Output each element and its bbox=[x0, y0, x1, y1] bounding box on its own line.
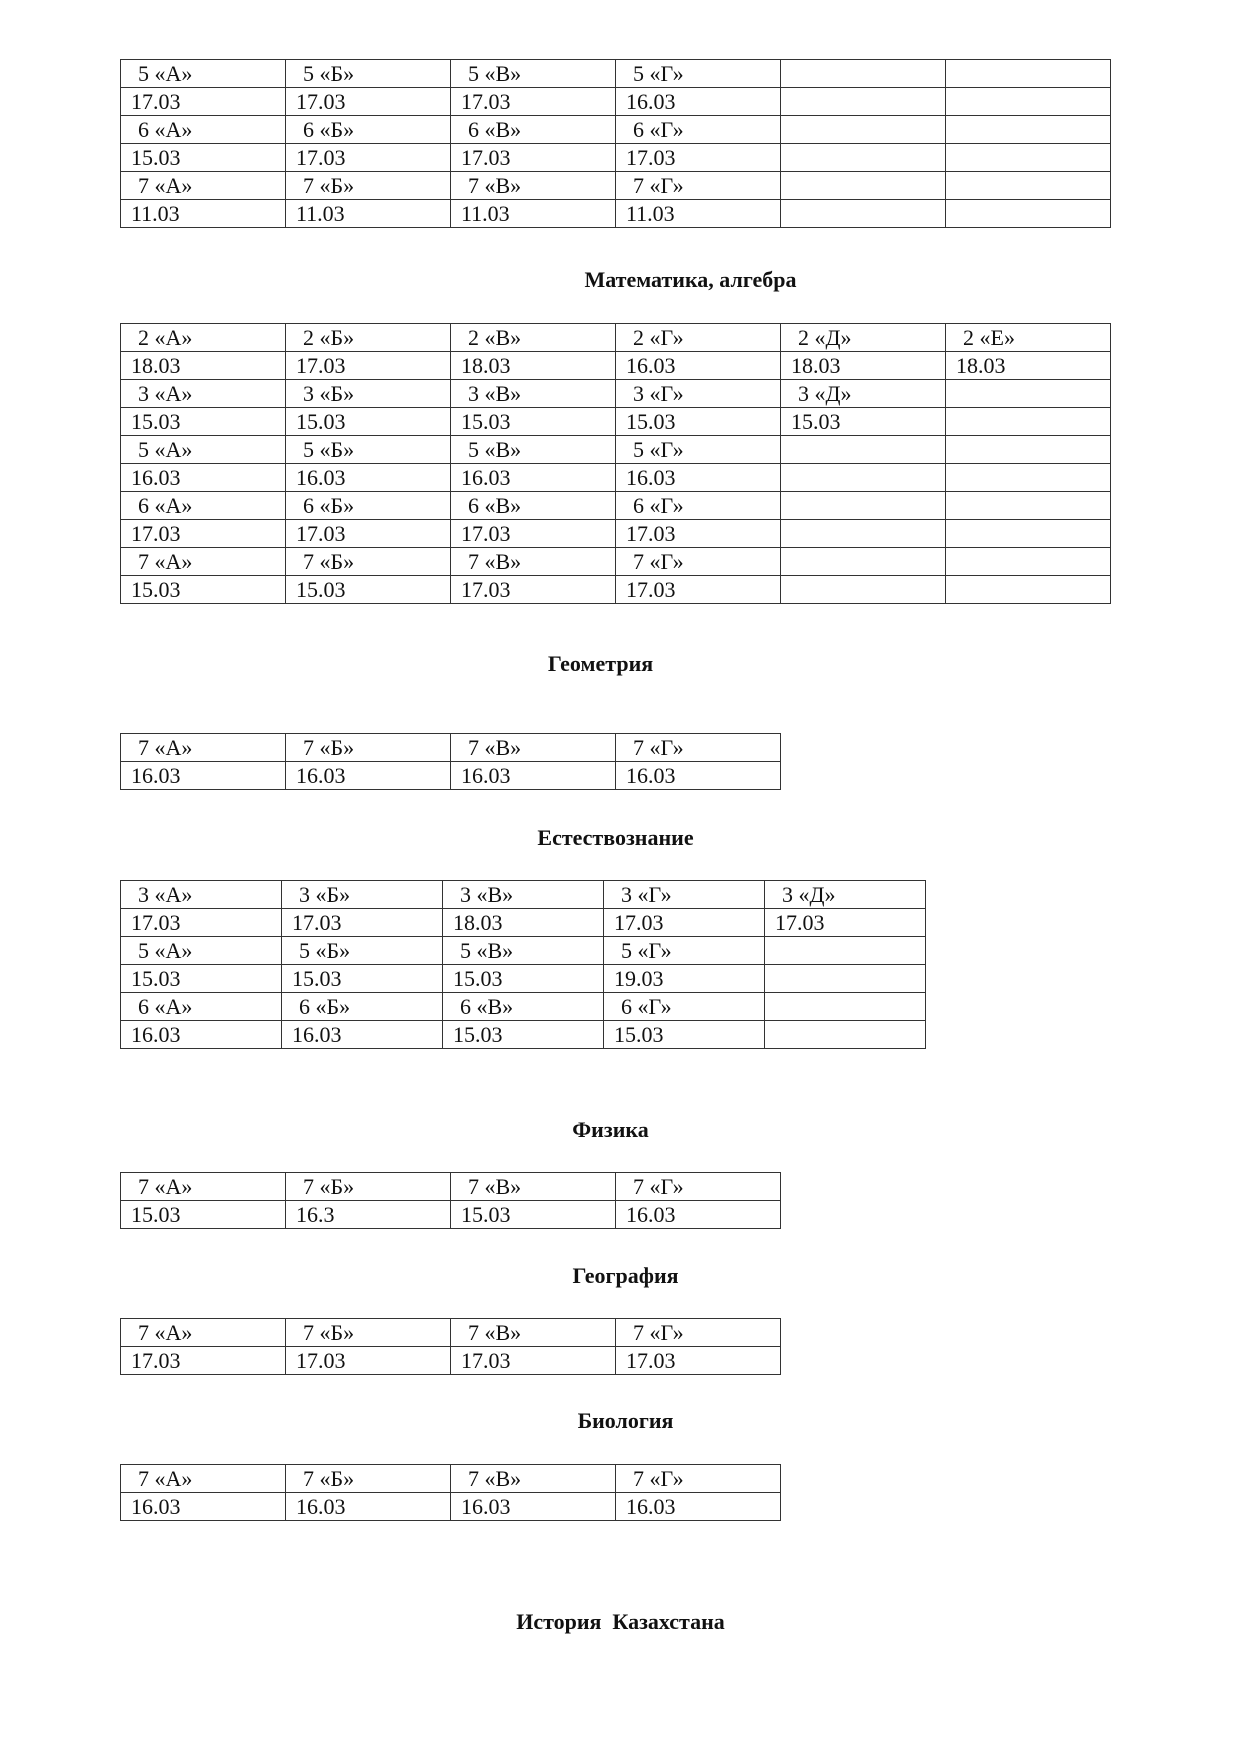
date-cell: 16.03 bbox=[286, 464, 451, 492]
date-row bbox=[121, 1021, 926, 1049]
class-cell: 6 «Б» bbox=[286, 116, 451, 144]
date-cell: 15.03 bbox=[604, 1021, 765, 1049]
class-row bbox=[121, 1319, 781, 1347]
date-cell: 15.03 bbox=[616, 408, 781, 436]
date-cell: 17.03 bbox=[451, 88, 616, 116]
class-cell: 7 «Б» bbox=[286, 734, 451, 762]
date-cell: 17.03 bbox=[121, 1347, 286, 1375]
table-geography bbox=[120, 1318, 781, 1375]
date-row bbox=[121, 352, 1111, 380]
date-cell: 15.03 bbox=[282, 965, 443, 993]
date-cell: 17.03 bbox=[286, 88, 451, 116]
class-cell: 7 «В» bbox=[451, 1319, 616, 1347]
class-cell: 5 «В» bbox=[451, 60, 616, 88]
date-cell: 17.03 bbox=[616, 576, 781, 604]
class-cell: 7 «Г» bbox=[616, 548, 781, 576]
date-row bbox=[121, 520, 1111, 548]
class-cell: 3 «Б» bbox=[282, 881, 443, 909]
section-heading-geometry: Геометрия bbox=[547, 651, 654, 676]
date-cell: 16.03 bbox=[616, 762, 781, 790]
date-cell: 17.03 bbox=[121, 520, 286, 548]
empty-cell bbox=[946, 60, 1111, 88]
section-heading-physics: Физика bbox=[572, 1117, 649, 1142]
date-cell: 17.03 bbox=[121, 909, 282, 937]
class-row bbox=[121, 548, 1111, 576]
date-cell: 17.03 bbox=[616, 144, 781, 172]
date-row bbox=[121, 464, 1111, 492]
class-cell: 5 «Г» bbox=[604, 937, 765, 965]
class-row bbox=[121, 881, 926, 909]
class-cell: 7 «А» bbox=[121, 1319, 286, 1347]
empty-cell bbox=[946, 520, 1111, 548]
class-cell: 7 «В» bbox=[451, 734, 616, 762]
date-cell: 15.03 bbox=[121, 576, 286, 604]
date-cell: 17.03 bbox=[286, 352, 451, 380]
class-row bbox=[121, 172, 1111, 200]
date-cell: 16.03 bbox=[286, 1493, 451, 1521]
date-cell: 17.03 bbox=[286, 1347, 451, 1375]
date-cell: 18.03 bbox=[781, 352, 946, 380]
empty-cell bbox=[781, 520, 946, 548]
class-cell: 6 «Б» bbox=[282, 993, 443, 1021]
class-cell: 7 «В» bbox=[451, 1465, 616, 1493]
class-cell: 3 «Г» bbox=[604, 881, 765, 909]
class-cell: 7 «А» bbox=[121, 172, 286, 200]
date-cell: 11.03 bbox=[616, 200, 781, 228]
empty-cell bbox=[765, 965, 926, 993]
class-cell: 6 «Г» bbox=[616, 492, 781, 520]
table-geometry bbox=[120, 733, 781, 790]
class-row bbox=[121, 436, 1111, 464]
class-cell: 5 «Б» bbox=[282, 937, 443, 965]
date-cell: 17.03 bbox=[286, 144, 451, 172]
table-biology bbox=[120, 1464, 781, 1521]
class-cell: 6 «А» bbox=[121, 492, 286, 520]
empty-cell bbox=[946, 492, 1111, 520]
class-cell: 2 «Е» bbox=[946, 324, 1111, 352]
table-math-algebra bbox=[120, 323, 1111, 604]
date-row bbox=[121, 88, 1111, 116]
class-cell: 5 «А» bbox=[121, 937, 282, 965]
date-cell: 16.03 bbox=[121, 1493, 286, 1521]
class-cell: 7 «Б» bbox=[286, 1319, 451, 1347]
date-row bbox=[121, 1493, 781, 1521]
class-row bbox=[121, 60, 1111, 88]
empty-cell bbox=[781, 172, 946, 200]
empty-cell bbox=[765, 937, 926, 965]
date-cell: 15.03 bbox=[451, 408, 616, 436]
class-cell: 3 «Г» bbox=[616, 380, 781, 408]
class-cell: 6 «А» bbox=[121, 116, 286, 144]
date-cell: 16.03 bbox=[121, 1021, 282, 1049]
class-cell: 7 «Г» bbox=[616, 1465, 781, 1493]
empty-cell bbox=[781, 200, 946, 228]
empty-cell bbox=[781, 116, 946, 144]
table-natural-science bbox=[120, 880, 926, 1049]
date-row bbox=[121, 965, 926, 993]
date-cell: 11.03 bbox=[286, 200, 451, 228]
class-cell: 7 «В» bbox=[451, 1173, 616, 1201]
class-cell: 6 «Г» bbox=[616, 116, 781, 144]
class-cell: 5 «А» bbox=[121, 60, 286, 88]
date-cell: 15.03 bbox=[443, 965, 604, 993]
section-heading-geography: География bbox=[572, 1263, 679, 1288]
date-row bbox=[121, 909, 926, 937]
empty-cell bbox=[946, 436, 1111, 464]
class-cell: 6 «А» bbox=[121, 993, 282, 1021]
date-cell: 16.03 bbox=[121, 464, 286, 492]
empty-cell bbox=[946, 408, 1111, 436]
class-cell: 2 «Г» bbox=[616, 324, 781, 352]
date-cell: 15.03 bbox=[286, 576, 451, 604]
empty-cell bbox=[765, 1021, 926, 1049]
empty-cell bbox=[781, 548, 946, 576]
class-cell: 5 «Б» bbox=[286, 60, 451, 88]
date-cell: 18.03 bbox=[443, 909, 604, 937]
class-row bbox=[121, 993, 926, 1021]
empty-cell bbox=[946, 144, 1111, 172]
class-cell: 7 «В» bbox=[451, 172, 616, 200]
section-heading-history-kazakhstan: История Казахстана bbox=[516, 1609, 725, 1634]
date-cell: 16.03 bbox=[616, 352, 781, 380]
class-cell: 7 «А» bbox=[121, 734, 286, 762]
date-cell: 18.03 bbox=[946, 352, 1111, 380]
class-cell: 5 «Г» bbox=[616, 436, 781, 464]
date-cell: 15.03 bbox=[286, 408, 451, 436]
empty-cell bbox=[946, 380, 1111, 408]
class-cell: 3 «В» bbox=[451, 380, 616, 408]
date-cell: 17.03 bbox=[765, 909, 926, 937]
date-cell: 15.03 bbox=[451, 1201, 616, 1229]
class-cell: 3 «Б» bbox=[286, 380, 451, 408]
class-cell: 6 «Г» bbox=[604, 993, 765, 1021]
empty-cell bbox=[946, 88, 1111, 116]
table-physics bbox=[120, 1172, 781, 1229]
class-cell: 5 «Г» bbox=[616, 60, 781, 88]
date-cell: 16.3 bbox=[286, 1201, 451, 1229]
date-cell: 16.03 bbox=[286, 762, 451, 790]
empty-cell bbox=[946, 576, 1111, 604]
date-cell: 15.03 bbox=[121, 408, 286, 436]
class-cell: 6 «В» bbox=[443, 993, 604, 1021]
date-cell: 19.03 bbox=[604, 965, 765, 993]
class-cell: 7 «А» bbox=[121, 1173, 286, 1201]
class-row bbox=[121, 116, 1111, 144]
date-cell: 17.03 bbox=[451, 144, 616, 172]
section-heading-math: Математика, алгебра bbox=[584, 267, 797, 292]
class-cell: 2 «А» bbox=[121, 324, 286, 352]
date-cell: 16.03 bbox=[451, 762, 616, 790]
class-cell: 5 «Б» bbox=[286, 436, 451, 464]
class-cell: 3 «А» bbox=[121, 380, 286, 408]
empty-cell bbox=[946, 548, 1111, 576]
date-cell: 15.03 bbox=[121, 965, 282, 993]
class-cell: 5 «В» bbox=[451, 436, 616, 464]
class-cell: 6 «Б» bbox=[286, 492, 451, 520]
class-cell: 7 «В» bbox=[451, 548, 616, 576]
date-cell: 17.03 bbox=[451, 1347, 616, 1375]
date-cell: 16.03 bbox=[451, 1493, 616, 1521]
class-cell: 7 «Г» bbox=[616, 1319, 781, 1347]
empty-cell bbox=[781, 576, 946, 604]
date-cell: 15.03 bbox=[781, 408, 946, 436]
class-cell: 7 «А» bbox=[121, 1465, 286, 1493]
date-cell: 15.03 bbox=[121, 144, 286, 172]
date-row bbox=[121, 408, 1111, 436]
date-cell: 17.03 bbox=[616, 520, 781, 548]
class-cell: 5 «В» bbox=[443, 937, 604, 965]
date-cell: 16.03 bbox=[616, 88, 781, 116]
section-heading-biology: Биология bbox=[577, 1408, 674, 1433]
date-row bbox=[121, 200, 1111, 228]
class-cell: 7 «А» bbox=[121, 548, 286, 576]
date-cell: 16.03 bbox=[121, 762, 286, 790]
empty-cell bbox=[781, 492, 946, 520]
empty-cell bbox=[946, 464, 1111, 492]
class-cell: 5 «А» bbox=[121, 436, 286, 464]
date-cell: 16.03 bbox=[616, 1201, 781, 1229]
class-cell: 2 «Б» bbox=[286, 324, 451, 352]
date-row bbox=[121, 1347, 781, 1375]
date-cell: 15.03 bbox=[443, 1021, 604, 1049]
date-cell: 18.03 bbox=[451, 352, 616, 380]
empty-cell bbox=[946, 172, 1111, 200]
empty-cell bbox=[781, 436, 946, 464]
class-row bbox=[121, 937, 926, 965]
class-row bbox=[121, 1465, 781, 1493]
class-cell: 3 «В» bbox=[443, 881, 604, 909]
class-row bbox=[121, 324, 1111, 352]
class-cell: 7 «Б» bbox=[286, 548, 451, 576]
class-cell: 3 «Д» bbox=[781, 380, 946, 408]
empty-cell bbox=[781, 144, 946, 172]
class-row bbox=[121, 492, 1111, 520]
class-row bbox=[121, 1173, 781, 1201]
empty-cell bbox=[946, 200, 1111, 228]
class-cell: 2 «Д» bbox=[781, 324, 946, 352]
class-cell: 3 «А» bbox=[121, 881, 282, 909]
date-cell: 17.03 bbox=[282, 909, 443, 937]
empty-cell bbox=[946, 116, 1111, 144]
empty-cell bbox=[781, 60, 946, 88]
class-cell: 7 «Б» bbox=[286, 172, 451, 200]
date-cell: 15.03 bbox=[121, 1201, 286, 1229]
class-cell: 2 «В» bbox=[451, 324, 616, 352]
empty-cell bbox=[765, 993, 926, 1021]
date-row bbox=[121, 762, 781, 790]
date-cell: 18.03 bbox=[121, 352, 286, 380]
class-cell: 7 «Г» bbox=[616, 172, 781, 200]
date-cell: 17.03 bbox=[286, 520, 451, 548]
date-cell: 17.03 bbox=[121, 88, 286, 116]
date-row bbox=[121, 144, 1111, 172]
date-cell: 17.03 bbox=[616, 1347, 781, 1375]
class-cell: 3 «Д» bbox=[765, 881, 926, 909]
date-cell: 17.03 bbox=[604, 909, 765, 937]
class-row bbox=[121, 380, 1111, 408]
class-cell: 6 «В» bbox=[451, 492, 616, 520]
class-row bbox=[121, 734, 781, 762]
date-cell: 16.03 bbox=[451, 464, 616, 492]
section-heading-natural-science: Естествознание bbox=[537, 825, 694, 850]
class-cell: 7 «Г» bbox=[616, 734, 781, 762]
date-cell: 11.03 bbox=[451, 200, 616, 228]
empty-cell bbox=[781, 464, 946, 492]
class-cell: 7 «Г» bbox=[616, 1173, 781, 1201]
date-cell: 11.03 bbox=[121, 200, 286, 228]
class-cell: 6 «В» bbox=[451, 116, 616, 144]
date-row bbox=[121, 576, 1111, 604]
date-cell: 16.03 bbox=[616, 464, 781, 492]
date-cell: 16.03 bbox=[616, 1493, 781, 1521]
date-cell: 17.03 bbox=[451, 520, 616, 548]
class-cell: 7 «Б» bbox=[286, 1465, 451, 1493]
date-row bbox=[121, 1201, 781, 1229]
empty-cell bbox=[781, 88, 946, 116]
date-cell: 17.03 bbox=[451, 576, 616, 604]
table-continued bbox=[120, 59, 1111, 228]
date-cell: 16.03 bbox=[282, 1021, 443, 1049]
class-cell: 7 «Б» bbox=[286, 1173, 451, 1201]
